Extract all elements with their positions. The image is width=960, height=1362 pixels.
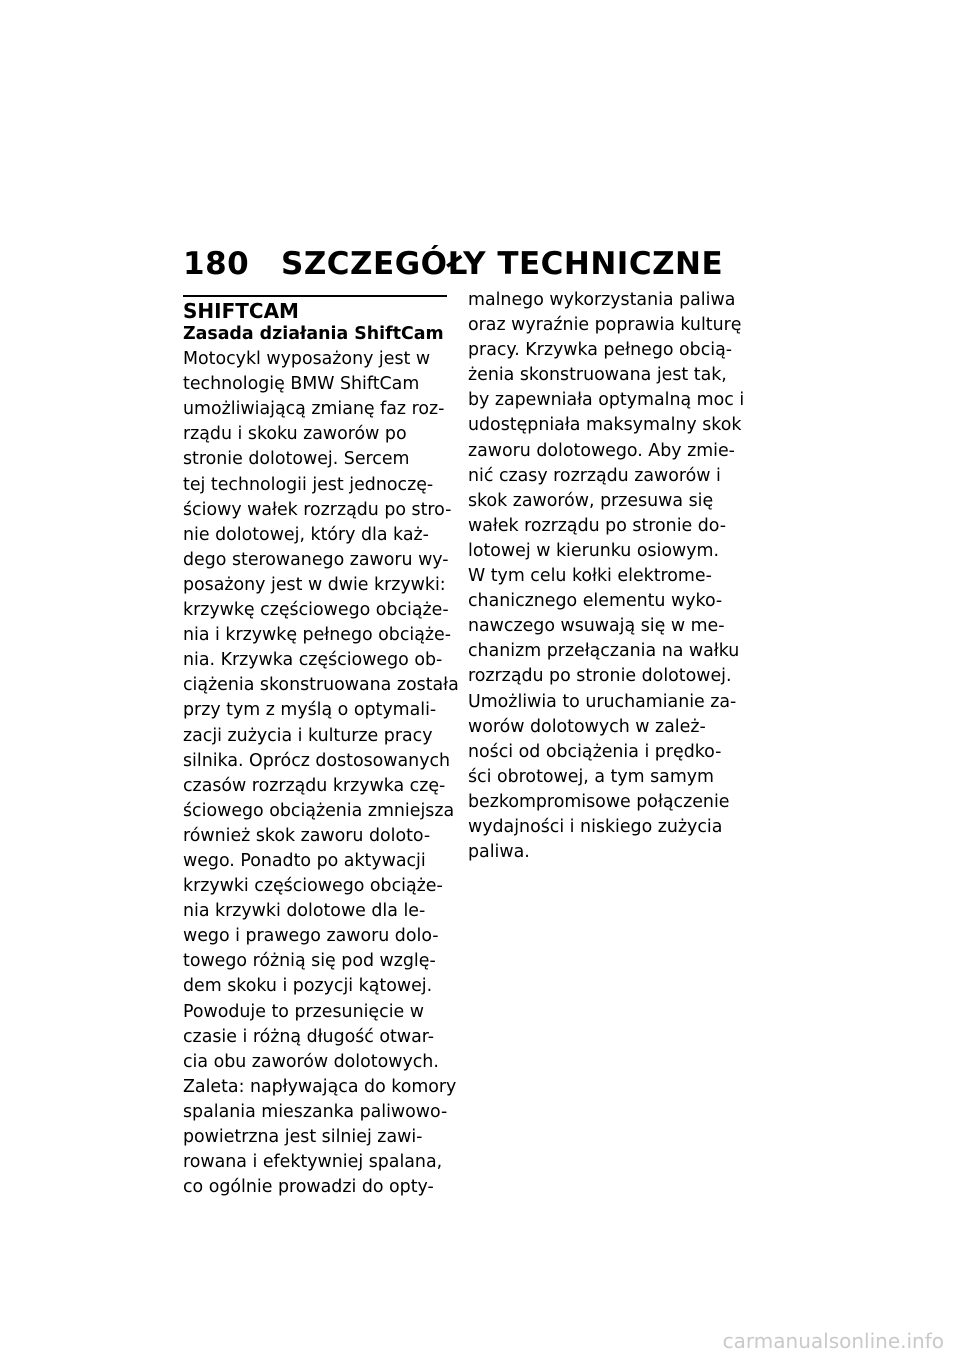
- text-line: wego i prawego zaworu dolo-: [183, 926, 439, 947]
- text-line: przy tym z myślą o optymali-: [183, 700, 437, 721]
- watermark: carmanualsonline.info: [722, 1329, 944, 1353]
- text-line: nie dolotowej, który dla każ-: [183, 524, 429, 545]
- text-line: udostępniała maksymalny skok: [468, 415, 742, 436]
- text-line: spalania mieszanka paliwowo-: [183, 1101, 448, 1122]
- text-line: Motocykl wyposażony jest w: [183, 349, 431, 370]
- text-line: wydajności i niskiego zużycia: [468, 816, 723, 837]
- subheading: Zasada działania ShiftCam: [183, 324, 444, 344]
- text-line: ności od obciążenia i prędko-: [468, 741, 722, 762]
- chapter-title: SZCZEGÓŁY TECHNICZNE: [281, 246, 724, 282]
- page-header: [183, 246, 723, 282]
- text-line: malnego wykorzystania paliwa: [468, 290, 736, 310]
- text-line: by zapewniała optymalną moc i: [468, 390, 745, 411]
- text-line: paliwa.: [468, 842, 530, 863]
- text-line: nia. Krzywka częściowego ob-: [183, 650, 443, 671]
- right-column-text: [468, 288, 748, 865]
- text-line: wego. Ponadto po aktywacji: [183, 850, 426, 871]
- text-line: nić czasy rozrządu zaworów i: [468, 465, 721, 486]
- text-line: rządu i skoku zaworów po: [183, 424, 407, 445]
- text-line: Umożliwia to uruchamianie za-: [468, 691, 737, 712]
- text-line: nawczego wsuwają się w me-: [468, 616, 725, 637]
- text-line: nia i krzywkę pełnego obciąże-: [183, 625, 452, 646]
- text-line: stronie dolotowej. Sercem: [183, 449, 410, 470]
- text-line: dem skoku i pozycji kątowej.: [183, 976, 433, 997]
- text-line: ści obrotowej, a tym samym: [468, 766, 714, 787]
- text-line: W tym celu kołki elektrome-: [468, 566, 712, 587]
- text-line: ciążenia skonstruowana została: [183, 675, 459, 696]
- text-line: lotowej w kierunku osiowym.: [468, 540, 720, 561]
- text-line: ściowy wałek rozrządu po stro-: [183, 499, 452, 520]
- text-line: silnika. Oprócz dostosowanych: [183, 750, 451, 771]
- text-line: tej technologii jest jednoczę-: [183, 474, 434, 495]
- text-line: zaworu dolotowego. Aby zmie-: [468, 440, 735, 461]
- section-divider: [183, 295, 447, 297]
- text-line: krzywkę częściowego obciąże-: [183, 600, 449, 621]
- text-line: nia krzywki dolotowe dla le-: [183, 901, 426, 922]
- text-line: rowana i efektywniej spalana,: [183, 1152, 443, 1173]
- text-line: Zaleta: napływająca do komory: [183, 1076, 457, 1097]
- text-line: ściowego obciążenia zmniejsza: [183, 800, 455, 821]
- text-line: czasów rozrządu krzywka czę-: [183, 775, 446, 796]
- text-line: technologię BMW ShiftCam: [183, 374, 420, 395]
- text-line: czasie i różną długość otwar-: [183, 1026, 435, 1047]
- text-line: Powoduje to przesunięcie w: [183, 1001, 424, 1022]
- right-column: [468, 288, 748, 865]
- text-line: pracy. Krzywka pełnego obcią-: [468, 340, 733, 361]
- text-line: zacji zużycia i kulturze pracy: [183, 725, 433, 746]
- text-line: umożliwiającą zmianę faz roz-: [183, 399, 445, 420]
- left-column: [183, 322, 458, 1200]
- text-line: chanizm przełączania na wałku: [468, 641, 740, 662]
- text-line: worów dolotowych w zależ-: [468, 716, 706, 737]
- text-line: oraz wyraźnie poprawia kulturę: [468, 315, 742, 336]
- text-line: dego sterowanego zaworu wy-: [183, 549, 449, 570]
- text-line: wałek rozrządu po stronie do-: [468, 515, 727, 536]
- section-title: SHIFTCAM: [183, 299, 299, 323]
- text-line: również skok zaworu doloto-: [183, 825, 431, 846]
- text-line: powietrzna jest silniej zawi-: [183, 1127, 423, 1147]
- text-line: skok zaworów, przesuwa się: [468, 490, 714, 511]
- text-line: posażony jest w dwie krzywki:: [183, 574, 446, 595]
- text-line: towego różnią się pod wzglę-: [183, 951, 436, 972]
- text-line: krzywki częściowego obciąże-: [183, 876, 443, 897]
- text-line: cia obu zaworów dolotowych.: [183, 1051, 439, 1072]
- left-column-text: [183, 347, 458, 1200]
- text-line: co ogólnie prowadzi do opty-: [183, 1177, 434, 1198]
- text-line: bezkompromisowe połączenie: [468, 791, 730, 812]
- page-number: 180: [183, 246, 250, 282]
- text-line: chanicznego elementu wyko-: [468, 591, 723, 612]
- text-line: rozrządu po stronie dolotowej.: [468, 666, 732, 687]
- text-line: żenia skonstruowana jest tak,: [468, 365, 727, 386]
